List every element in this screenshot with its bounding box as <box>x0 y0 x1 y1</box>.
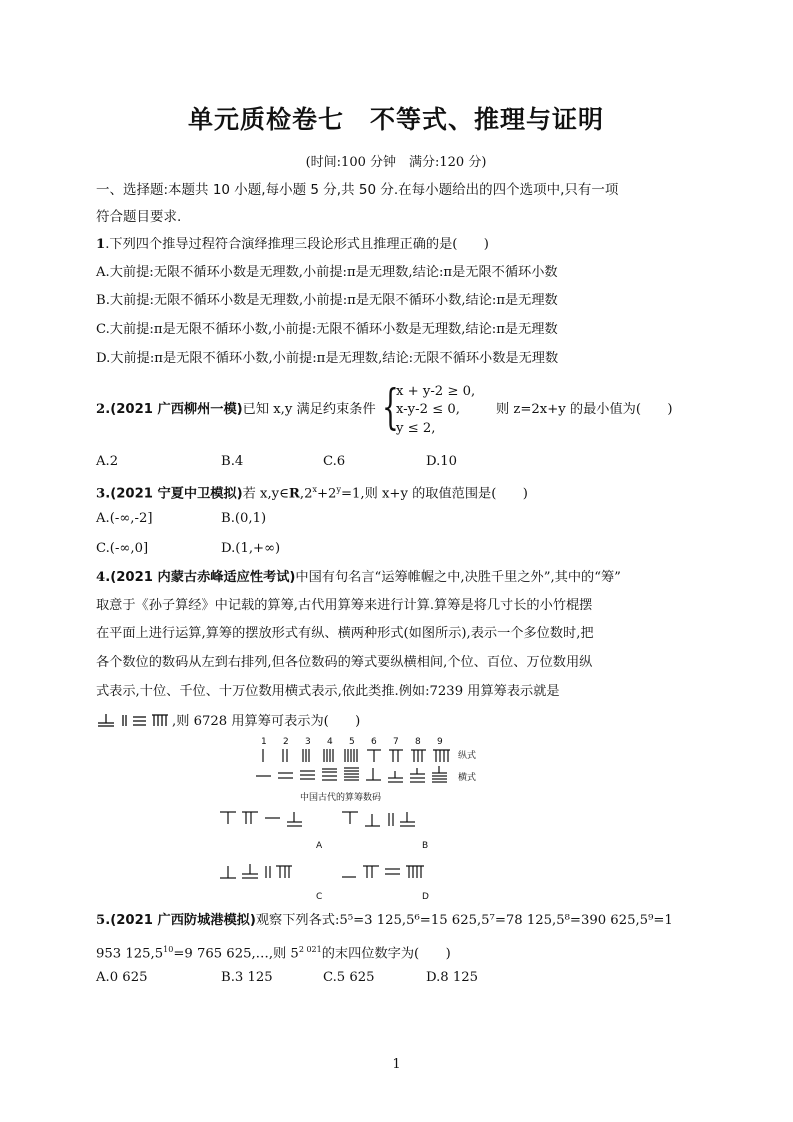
question-2-option-a[interactable]: A.2 <box>96 454 119 469</box>
question-3-text-b: ,2 <box>299 486 313 502</box>
constraint-1: x + y-2 ≥ 0, <box>396 384 476 399</box>
rod-numeral-7239-icon <box>96 712 172 728</box>
question-5-line-2a: 953 125,5 <box>96 946 164 962</box>
question-5-line-1: 观察下列各式:5⁵=3 125,5⁶=15 625,5⁷=78 125,5⁸=390 625,5⁹=1 <box>255 913 673 928</box>
question-3-option-c[interactable]: C.(-∞,0] <box>96 541 149 556</box>
question-5-sup-2021: 2 021 <box>298 945 322 954</box>
question-4-line-4: 各个数位的数码从左到右排列,但各位数码的筹式要纵横相间,个位、百位、万位数用纵 <box>96 655 593 670</box>
rod-numeral-figure <box>190 736 520 906</box>
question-3-text-c: +2 <box>316 486 337 502</box>
question-3-option-b[interactable]: B.(0,1) <box>221 511 267 526</box>
question-5-stem <box>96 912 673 930</box>
question-2-number: 2 <box>96 402 106 417</box>
question-1-option-c[interactable]: C.大前提:π是无限不循环小数,小前提:无限不循环小数是无理数,结论:π是无理数 <box>96 322 558 337</box>
question-5-line-2b: =9 765 625,…,则 5 <box>173 946 299 962</box>
question-2-text-b: 则 z=2x+y 的最小值为( ) <box>496 402 673 417</box>
question-1-number: 1 <box>96 237 106 252</box>
section-heading-line1: 一、选择题:本题共 10 小题,每小题 5 分,共 50 分.在每小题给出的四个选项中,只有一项 <box>96 182 619 198</box>
question-1-option-d[interactable]: D.大前提:π是无限不循环小数,小前提:π是无理数,结论:无限不循环小数是无理数 <box>96 351 559 366</box>
question-5-number: 5 <box>96 913 106 928</box>
option-label-b: B <box>422 841 429 851</box>
question-1-option-b[interactable]: B.大前提:无限不循环小数是无理数,小前提:π是无限不循环小数,结论:π是无理数 <box>96 293 558 308</box>
question-3-text-a: 若 x,y∈ <box>242 486 289 502</box>
question-5-option-a[interactable]: A.0 625 <box>96 970 148 985</box>
question-2-source: .(2021 广西柳州一模) <box>105 402 243 417</box>
question-4-line-5: 式表示,十位、千位、十万位数用横式表示,依此类推.例如:7239 用算筹表示就是 <box>96 684 560 699</box>
question-4-stem <box>96 569 621 587</box>
question-5-line-2 <box>96 941 451 963</box>
question-3-sup-x: x <box>312 485 317 494</box>
question-4-number: 4 <box>96 570 106 585</box>
option-label-a: A <box>316 841 323 851</box>
page-number: 1 <box>392 1057 401 1072</box>
question-5-option-c[interactable]: C.5 625 <box>323 970 375 985</box>
page-subtitle: (时间:100 分钟 满分:120 分) <box>305 155 487 170</box>
question-2-option-d[interactable]: D.10 <box>426 454 458 469</box>
digit-label-6: 6 <box>371 737 377 747</box>
question-3-real-set: R <box>288 486 300 502</box>
question-2-option-c[interactable]: C.6 <box>323 454 346 469</box>
figure-caption: 中国古代的算筹数码 <box>300 793 382 803</box>
page-title: 单元质检卷七 不等式、推理与证明 <box>187 105 604 134</box>
question-5-sup-10: 10 <box>163 945 174 954</box>
question-4-line-3: 在平面上进行运算,算筹的摆放形式有纵、横两种形式(如图所示),表示一个多位数时,把 <box>96 626 594 641</box>
question-3-source: .(2021 宁夏中卫模拟) <box>105 486 243 502</box>
digit-label-3: 3 <box>305 737 311 747</box>
digit-label-2: 2 <box>283 737 289 747</box>
question-2-text-a: 已知 x,y 满足约束条件 <box>242 402 376 417</box>
section-heading-line2: 符合题目要求. <box>96 209 182 225</box>
question-3-number: 3 <box>96 486 106 502</box>
question-5-option-d[interactable]: D.8 125 <box>426 970 479 985</box>
option-label-d: D <box>422 892 429 902</box>
question-4-line-1: 中国有句名言“运筹帷幄之中,决胜千里之外”,其中的“筹” <box>295 570 621 585</box>
question-4-last-text: ,则 6728 用算筹可表示为( ) <box>172 714 361 729</box>
digit-label-7: 7 <box>393 737 399 747</box>
question-3-text-d: =1,则 x+y 的取值范围是( ) <box>340 486 528 502</box>
digit-label-4: 4 <box>327 737 333 747</box>
question-5-source: .(2021 广西防城港模拟) <box>105 913 256 928</box>
horizontal-form-label: 横式 <box>458 773 477 783</box>
constraint-2: x-y-2 ≤ 0, <box>396 402 460 417</box>
digit-label-1: 1 <box>261 737 267 747</box>
digit-label-9: 9 <box>437 737 443 747</box>
option-label-c: C <box>316 892 323 902</box>
question-2-option-b[interactable]: B.4 <box>221 454 244 469</box>
question-3-sup-y: y <box>336 485 341 494</box>
question-1-stem <box>96 236 489 254</box>
question-4-source: .(2021 内蒙古赤峰适应性考试) <box>105 570 296 585</box>
question-1-text: .下列四个推导过程符合演绎推理三段论形式且推理正确的是( ) <box>105 237 489 252</box>
vertical-form-label: 纵式 <box>458 751 477 761</box>
question-5-option-b[interactable]: B.3 125 <box>221 970 273 985</box>
question-4-last-line <box>96 712 360 731</box>
question-4-line-2: 取意于《孙子算经》中记载的算筹,古代用算筹来进行计算.算筹是将几寸长的小竹棍摆 <box>96 598 593 613</box>
question-1-option-a[interactable]: A.大前提:无限不循环小数是无理数,小前提:π是无理数,结论:π是无限不循环小数 <box>96 265 558 280</box>
left-brace-icon: { <box>382 379 399 435</box>
question-3-option-d[interactable]: D.(1,+∞) <box>221 541 281 556</box>
question-3-option-a[interactable]: A.(-∞,-2] <box>96 511 153 526</box>
question-2-stem <box>96 401 376 419</box>
digit-label-5: 5 <box>349 737 355 747</box>
digit-label-8: 8 <box>415 737 421 747</box>
rod-numeral-figure-svg <box>190 736 520 906</box>
question-5-line-2c: 的末四位数字为( ) <box>321 946 451 962</box>
question-3-stem <box>96 481 528 503</box>
constraint-3: y ≤ 2, <box>396 421 436 436</box>
